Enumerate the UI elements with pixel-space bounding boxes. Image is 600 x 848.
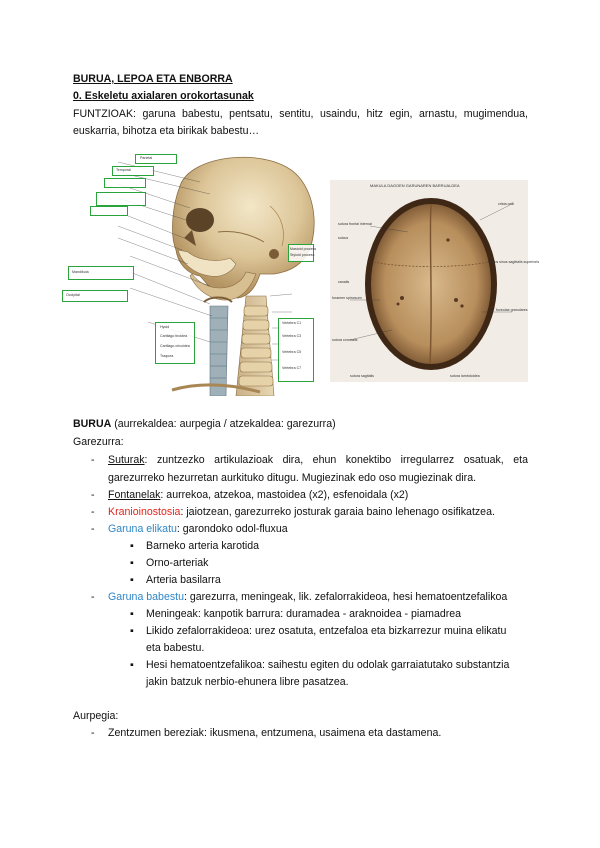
label-box (104, 178, 146, 188)
label-thyroid-cartilage: Cartilago tiroidea (160, 334, 188, 338)
bullet-square: ▪ (130, 557, 134, 569)
kranio-text: : jaiotzean, garezurreko josturak garaia baino lehenago osifikatzea. (180, 506, 495, 518)
label-box (90, 206, 128, 216)
skull-neck-illustration (60, 146, 325, 396)
funtzioak-line-1 (73, 108, 528, 120)
bullet-square: ▪ (130, 540, 134, 552)
elikatu-subitem: Barneko arteria karotida (146, 540, 260, 552)
babestu-subitem-hesi-2: jakin batzuk nerbio-ehunera libre pasatzea. (146, 676, 349, 688)
elikatu-text: : garondoko odol-fluxua (176, 523, 288, 535)
kranio-item (108, 506, 495, 518)
bullet-dash: - (91, 489, 95, 501)
label-box (96, 192, 146, 206)
label-foveolae: foveolae granulares (496, 308, 528, 312)
elikatu-subitem: Orno-arteriak (146, 557, 209, 569)
babestu-subitem-likido-1: Likido zefalorrakideoa: urez osatuta, entzefaloa eta bizkarrezur muina elikatu (146, 625, 507, 637)
suturak-text-1: : zuntzezko artikulazioak dira, ehun konektibo irregularrez osatuak, eta (144, 454, 528, 466)
label-sutura-coronalis: sutura coronalis (332, 338, 358, 342)
burua-heading (73, 418, 336, 430)
babestu-subitem-hesi-1: Hesi hematoentzefalikoa: saihestu egiten du odolak garraiatutako substantzia (146, 659, 510, 671)
aurpegia-heading: Aurpegia: (73, 710, 119, 722)
bullet-dash: - (91, 591, 95, 603)
zentzumen-item: Zentzumen bereziak: ikusmena, entzumena, usaimena eta dastamena. (108, 727, 442, 739)
bullet-dash: - (91, 727, 95, 739)
label-mandible: Mandibula (72, 270, 89, 274)
burua-title: BURUA (73, 418, 112, 430)
babestu-term: Garuna babestu (108, 591, 184, 603)
suturak-term: Suturak (108, 454, 145, 466)
label-canalis: canalis (338, 280, 350, 284)
babestu-item (108, 591, 507, 603)
cranial-base-drawing (330, 180, 528, 382)
bullet-square: ▪ (130, 574, 134, 586)
label-vertebra-c5: Vertebra C5 (282, 350, 302, 354)
label-hyoid: Hyoid (160, 325, 170, 329)
label-vertebra-c3: Vertebra C3 (282, 334, 302, 338)
bullet-square: ▪ (130, 625, 134, 637)
label-mastoid: Mastoid process (290, 247, 317, 251)
fontanelak-text: : aurrekoa, atzekoa, mastoidea (x2), esfenoidala (x2) (160, 489, 409, 501)
document-title: BURUA, LEPOA ETA ENBORRA (73, 73, 233, 85)
funtzioak-label: FUNTZIOAK: (73, 108, 136, 120)
label-foramen: foramen spinosum (332, 296, 362, 300)
funtzioak-line-2: euskarria, bihotza eta birikak babestu… (73, 125, 260, 137)
label-sutura-sagitalis: sutura sagitalis (350, 374, 374, 378)
garezurra-heading: Garezurra: (73, 436, 124, 448)
label-sutura-frontal: sutura frontal internal (338, 222, 372, 226)
babestu-subitem-likido-2: eta babestu. (146, 642, 205, 654)
label-sulcus-sinus: sulcus sinus sagittalis superioris (488, 260, 540, 264)
babestu-text: : garezurra, meningeak, lik. zefalorrakideoa, hesi hematoentzefalikoa (183, 591, 508, 603)
elikatu-term: Garuna elikatu (108, 523, 177, 535)
label-occipital: Occipital (66, 293, 80, 297)
label-crista-galli: crista galli (498, 202, 514, 206)
kranio-term: Kranioinostosia (108, 506, 181, 518)
label-sutura-lambdoidea: sutura lambdoidea (450, 374, 480, 378)
fontanelak-item (108, 489, 408, 501)
figure-caption: MAKULA DAGOEN GARUNAREN BARRUALDEA (370, 183, 460, 188)
label-vertebra-c1: Vertebra C1 (282, 321, 302, 325)
suturak-item (108, 454, 528, 466)
bullet-dash: - (91, 454, 95, 466)
suturak-text-2: garezurreko hezurretan aurkituko ditugu. Mugiezinak edo oso mugiezinak dira. (108, 472, 477, 484)
label-temporal: Temporal (116, 168, 131, 172)
label-vertebra-c7: Vertebra C7 (282, 366, 302, 370)
label-styloid: Styloid process (290, 253, 315, 257)
fontanelak-term: Fontanelak (108, 489, 161, 501)
label-sulcus: sulcus (338, 236, 349, 240)
label-cricoid-cartilage: Cartilago cricoidea (160, 344, 190, 348)
section-subtitle: 0. Eskeletu axialaren orokortasunak (73, 90, 254, 102)
bullet-dash: - (91, 506, 95, 518)
burua-subtitle: (aurrekaldea: aurpegia / atzekaldea: garezurra) (111, 418, 336, 430)
bullet-square: ▪ (130, 608, 134, 620)
label-trachea: Traquea (160, 354, 174, 358)
bullet-square: ▪ (130, 659, 134, 671)
elikatu-item (108, 523, 288, 535)
funtzioak-text-1: garuna babestu, pentsatu, sentitu, usaindu, hitz egin, arnastu, mugimendua, (142, 108, 528, 120)
elikatu-subitem: Arteria basilarra (146, 574, 221, 586)
bullet-dash: - (91, 523, 95, 535)
babestu-subitem-meningeak: Meningeak: kanpotik barrura: duramadea - araknoidea - piamadrea (146, 608, 462, 620)
cranial-base-photo (330, 180, 540, 382)
label-parietal: Parietal (140, 156, 153, 160)
